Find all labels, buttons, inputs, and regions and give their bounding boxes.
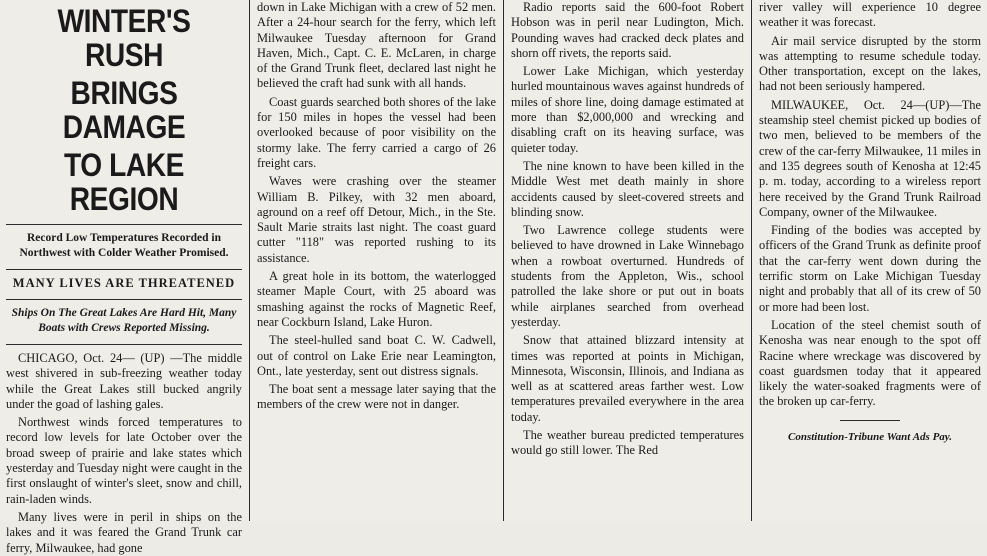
column-rule: [751, 0, 752, 521]
paragraph: river valley will experience 10 degree weather it was forecast.: [759, 0, 981, 30]
paragraph: The boat sent a message later saying that the members of the crew were not in danger.: [257, 382, 496, 412]
paragraph: Coast guards searched both shores of the lake for 150 miles in hopes the vessel had been overlooked because of poor visibility on the stormy lake. The ferry carried a cargo of 26 freight cars.: [257, 94, 496, 170]
subheadline-2: MANY LIVES ARE THREATENED: [12, 276, 236, 290]
paragraph: Lower Lake Michigan, which yesterday hurled mountainous waves against hundreds of miles of shore line, doing damage estimated at more than $2,000,000 and wrecking and disabling craft on its heaving surface, was quieter today.: [511, 64, 744, 155]
paragraph: Waves were crashing over the steamer William B. Pilkey, with 32 men aboard, aground on a reef off Detour, Mich., in the Ste. Sault Marie straits last night. The coast guard cutter "118" was reported rushing to its assistance.: [257, 174, 496, 265]
headline-line-2: BRINGS DAMAGE: [62, 75, 186, 145]
paragraph: The steel-hulled sand boat C. W. Cadwell, out of control on Lake Erie near Leamington, Ont., late yesterday, sent out distress signals.: [257, 333, 496, 378]
paragraph: Location of the steel chemist south of Kenosha was near enough to the spot off Racine where wreckage was discovered by coast guardsmen today that it appeared likely the water-soaked fragments were of the broken up car-ferry.: [759, 317, 981, 409]
paragraph: Finding of the bodies was accepted by officers of the Grand Trunk as definite proof that the car-ferry went down during the terrific storm on Lake Michigan Tuesday night and probably that all of its crew of 50 or more had been lost.: [759, 223, 981, 314]
column-3: [505, 0, 750, 521]
paragraph: Air mail service disrupted by the storm was attempting to resume schedule today. Other transportation, except on the lakes, had not been seriously hampered.: [759, 33, 981, 94]
column-2: [251, 0, 502, 521]
paragraph: Two Lawrence college students were believed to have drowned in Lake Winnebago when a rowboat overturned. Hundreds of students from the Appleton, Wis., school patrolled the lake shore or put out in boats while airplanes searched from overhead yesterday.: [511, 223, 744, 329]
divider: [6, 269, 242, 270]
paragraph: MILWAUKEE, Oct. 24—(UP)—The steamship steel chemist picked up bodies of two men, believed to be members of the crew of the car-ferry Milwaukee, 11 miles in and 135 degrees south of Kenosha at 12:45 p. m. today, according to a wireless report here received by the Grand Trunk Railroad Company, owner of the Milwaukee.: [759, 97, 981, 219]
column-1: [0, 0, 248, 555]
paragraph: The nine known to have been killed in the Middle West met death mainly in shore accidents caused by sleet-covered streets and blinding snow.: [511, 158, 744, 219]
divider: [840, 420, 900, 421]
paragraph: The weather bureau predicted temperatures would go still lower. The Red: [511, 428, 744, 458]
paragraph: CHICAGO, Oct. 24— (UP) —The middle west shivered in sub-freezing weather today while the Great Lakes still bucked angrily under the goad of lashing gales.: [6, 351, 242, 411]
headline-line-3: TO LAKE REGION: [63, 147, 184, 217]
divider: [6, 344, 242, 345]
paragraph: Snow that attained blizzard intensity at times was reported at points in Michigan, Minnesota, Wisconsin, Illinois, and Indiana as well as at scattered areas farther west. Low temperatures prevailed everywhere in the area today.: [511, 333, 744, 424]
paragraph: Many lives were in peril in ships on the lakes and it was feared the Grand Trunk car ferry, Milwaukee, had gone: [6, 509, 242, 555]
promo-line: Constitution-Tribune Want Ads Pay.: [787, 430, 953, 443]
headline-line-1: WINTER'S RUSH: [57, 3, 191, 73]
paragraph: A great hole in its bottom, the waterlogged steamer Maple Court, with 25 aboard was smashing against the rocks of Magnetic Reef, near Cockburn Island, Lake Huron.: [257, 269, 496, 329]
paragraph: down in Lake Michigan with a crew of 52 men. After a 24-hour search for the ferry, which left Milwaukee Tuesday afternoon for Grand Haven, Mich., Capt. C. E. McLaren, in charge of the Grand Trunk fleet, declared last night he believed the craft had sunk with all hands.: [257, 0, 496, 91]
subheadline-3: Ships On The Great Lakes Are Hard Hit, Many Boats with Crews Reported Missing.: [11, 307, 237, 334]
paragraph: Northwest winds forced temperatures to record low levels for late October over the broad sweep of prairie and lake states which yesterday and Tuesday night were caught in the first onslaught of winter's sleet, snow and chill, rain-laden winds.: [6, 415, 242, 506]
column-rule: [503, 0, 504, 521]
divider: [6, 299, 242, 300]
subheadline-1: Record Low Temperatures Recorded in Northwest with Colder Weather Promised.: [19, 232, 229, 259]
column-4: [753, 0, 987, 521]
divider: [6, 224, 242, 225]
column-rule: [249, 0, 250, 521]
paragraph: Radio reports said the 600-foot Robert Hobson was in peril near Ludington, Mich. Pounding waves had cracked deck plates and shorn off rivets, the reports said.: [511, 0, 744, 60]
